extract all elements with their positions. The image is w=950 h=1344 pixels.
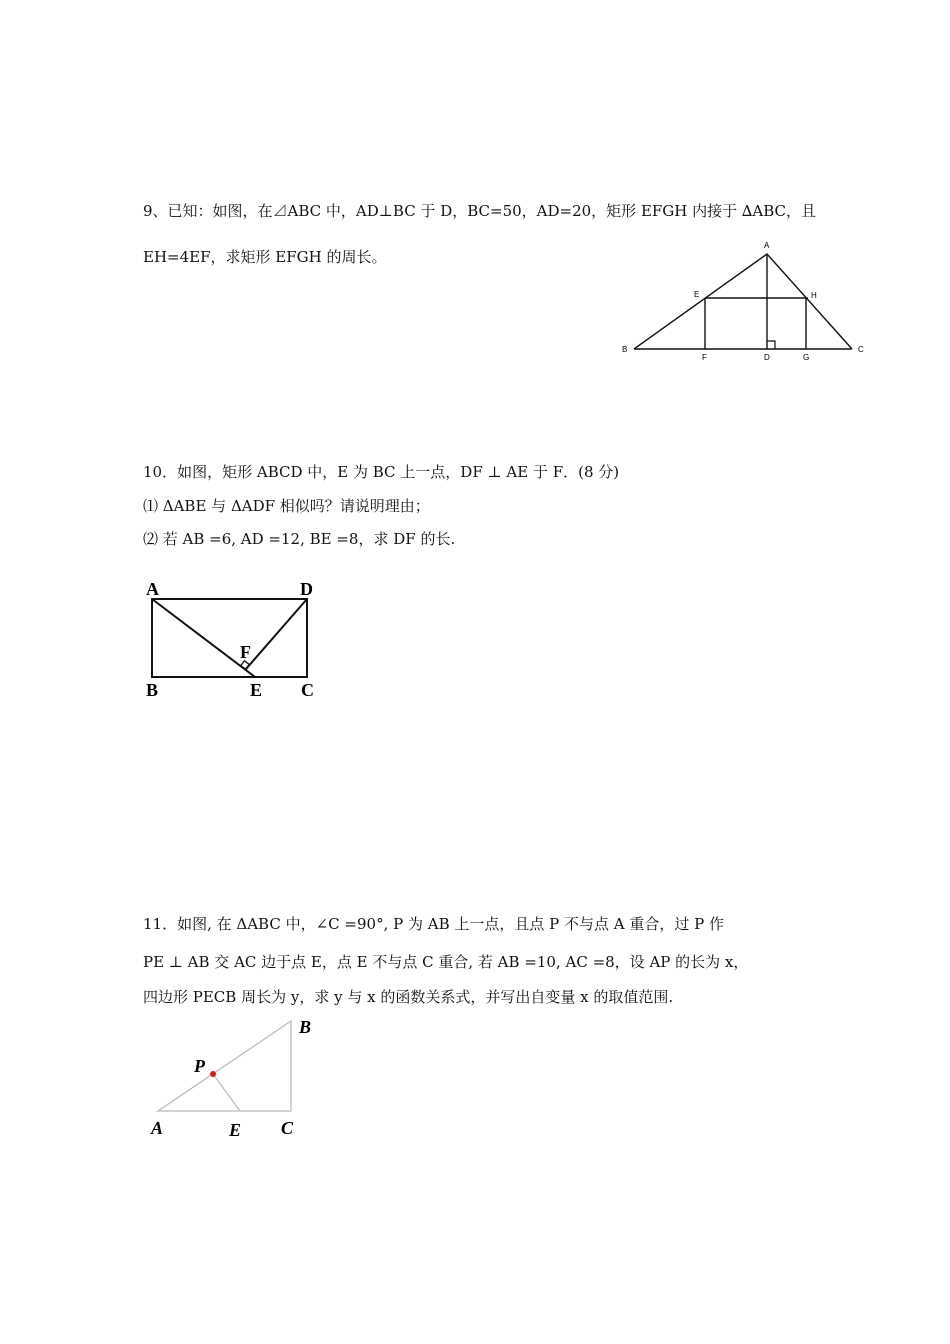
q10-label-d: D: [300, 579, 313, 599]
q9-label-b: B: [622, 345, 628, 354]
q10-label-f: F: [240, 642, 251, 662]
q9-label-a: A: [764, 241, 770, 250]
q10-label-b: B: [146, 680, 159, 700]
q9-line1: 9、已知：如图，在⊿ABC 中，AD⊥BC 于 D，BC=50，AD=20，矩形 EFGH 内接于 ∆ABC，且: [143, 202, 816, 220]
q10-line3: ⑵ 若 AB =6, AD =12, BE =8，求 DF 的长.: [143, 530, 456, 548]
q9-label-e: E: [694, 290, 700, 299]
q11-label-p: P: [194, 1056, 205, 1076]
q11-triangle-abc: [158, 1021, 291, 1111]
q10-segment-ae: [152, 599, 255, 677]
q9-label-f: F: [702, 353, 707, 362]
q9-line2: EH=4EF，求矩形 EFGH 的周长。: [143, 248, 387, 266]
q11-triangle-figure: [145, 1012, 325, 1142]
q10-line2: ⑴ ΔABE 与 ΔADF 相似吗？请说明理由；: [143, 497, 430, 515]
q10-line1: 10．如图，矩形 ABCD 中，E 为 BC 上一点，DF ⊥ AE 于 F．(8 分): [143, 463, 620, 481]
q11-label-e: E: [229, 1120, 242, 1140]
q11-label-b: B: [299, 1017, 312, 1037]
q10-label-c: C: [301, 680, 314, 700]
q10-rectangle-figure: [140, 574, 330, 704]
q9-label-g: G: [803, 353, 810, 362]
q10-label-a: A: [146, 579, 159, 599]
q9-triangle-abc: [634, 254, 852, 349]
q9-label-d: D: [764, 353, 770, 362]
q9-label-h: H: [811, 291, 817, 300]
q9-right-angle-mark: [767, 341, 775, 349]
q11-segment-pe: [213, 1074, 240, 1111]
q11-label-c: C: [281, 1118, 294, 1138]
q9-label-c: C: [858, 345, 864, 354]
q11-line1: 11．如图, 在 ΔABC 中，∠C =90°, P 为 AB 上一点，且点 P 不与点 A 重合，过 P 作: [143, 915, 724, 933]
q11-line3: 四边形 PECB 周长为 y，求 y 与 x 的函数关系式，并写出自变量 x 的取值范围.: [143, 988, 674, 1006]
q10-rect-abcd: [152, 599, 307, 677]
q11-line2: PE ⊥ AB 交 AC 边于点 E，点 E 不与点 C 重合, 若 AB =10, AC =8，设 AP 的长为 x，: [143, 953, 749, 971]
q11-label-a: A: [151, 1118, 164, 1138]
q10-label-e: E: [250, 680, 263, 700]
q9-triangle-figure: [618, 238, 868, 363]
q11-point-p: [210, 1071, 216, 1077]
q10-segment-df: [246, 599, 307, 669]
